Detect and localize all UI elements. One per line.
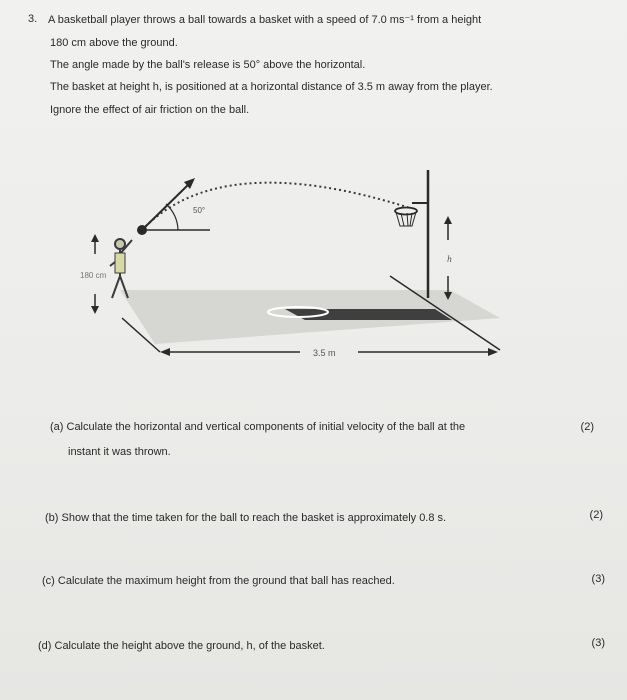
diagram-drawing (60, 158, 510, 373)
basket-height-label: h (447, 255, 453, 264)
basket-height-arrowhead-up (444, 216, 452, 224)
intro-line-1: A basketball player throws a ball towards a basket with a speed of 7.0 ms⁻¹ from a height (48, 14, 482, 26)
court-key-bar (285, 309, 452, 320)
intro-line-2: 180 cm above the ground. (50, 37, 178, 49)
part-d-text: (d) Calculate the height above the ground, h, of the basket. (38, 640, 325, 652)
velocity-vector (142, 183, 190, 230)
distance-label: 3.5 m (313, 348, 336, 358)
height-arrowhead-down (91, 306, 99, 314)
part-c-text: (c) Calculate the maximum height from the ground that ball has reached. (42, 575, 395, 587)
height-arrowhead-up (91, 234, 99, 242)
release-height-label: 180 cm (80, 271, 107, 280)
part-d-marks: (3) (591, 637, 605, 649)
part-b-marks: (2) (589, 509, 603, 521)
basket-rim (395, 208, 417, 215)
angle-label: 50° (193, 206, 206, 215)
part-a-marks: (2) (580, 421, 594, 433)
distance-arrowhead-right (488, 348, 498, 356)
intro-line-3: The angle made by the ball's release is 50° above the horizontal. (50, 59, 366, 71)
ball (137, 225, 147, 235)
part-a-text: (a) Calculate the horizontal and vertical components of initial velocity of the ball at the (50, 421, 466, 433)
angle-arc (166, 204, 178, 230)
projectile-diagram (60, 158, 510, 373)
distance-arrowhead-left (160, 348, 170, 356)
part-a-text-continued: instant it was thrown. (68, 446, 171, 458)
part-b-text: (b) Show that the time taken for the ball to reach the basket is approximately 0.8 s. (45, 512, 447, 524)
question-number: 3. (28, 13, 38, 25)
intro-line-4: The basket at height h, is positioned at a horizontal distance of 3.5 m away from the player. (50, 81, 493, 93)
part-c-marks: (3) (591, 573, 605, 585)
basketball-player (110, 239, 132, 298)
intro-line-5: Ignore the effect of air friction on the ball. (50, 104, 250, 116)
